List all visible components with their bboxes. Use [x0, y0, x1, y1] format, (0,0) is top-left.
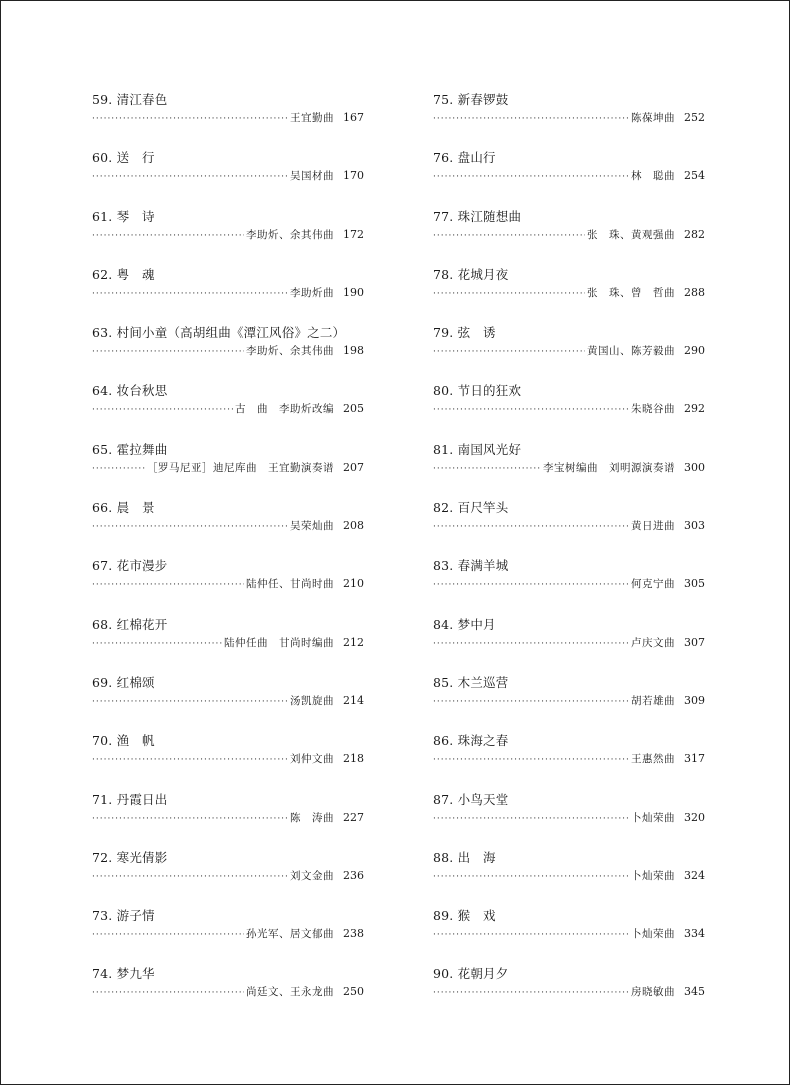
toc-entry-line [433, 984, 705, 1001]
toc-entry-line [92, 168, 364, 185]
dot-leader [433, 461, 541, 477]
toc-entry-composer: 黄国山、陈芳毅曲 [587, 345, 675, 358]
toc-entry-title: 90. 花朝月夕 [433, 966, 509, 982]
toc-entry-page-number: 309 [684, 693, 705, 707]
toc-entry-line [433, 868, 705, 885]
toc-entry[interactable] [92, 850, 364, 908]
toc-entry-page-number: 207 [343, 460, 364, 474]
toc-entry-line [433, 810, 705, 827]
toc-entry[interactable] [433, 617, 705, 675]
toc-entry-page-number: 305 [684, 577, 705, 591]
toc-entry-line [92, 401, 364, 418]
toc-entry-page-number: 250 [343, 985, 364, 999]
dot-leader [433, 111, 629, 127]
toc-entry-title: 74. 梦九华 [92, 966, 155, 982]
toc-entry[interactable] [433, 558, 705, 616]
toc-entry-title: 65. 霍拉舞曲 [92, 441, 168, 457]
toc-entry-page-number: 290 [684, 344, 705, 358]
toc-entry-page-number: 214 [343, 693, 364, 707]
dot-leader [433, 636, 629, 652]
toc-entry-composer: 卜灿荣曲 [631, 811, 675, 824]
toc-entry-title: 64. 妆台秋思 [92, 383, 168, 399]
toc-entry-composer: 陆仲任、甘尚时曲 [246, 578, 334, 591]
dot-leader [433, 577, 629, 593]
toc-entry[interactable] [92, 383, 364, 441]
toc-entry[interactable] [92, 500, 364, 558]
toc-entry-page-number: 170 [343, 169, 364, 183]
toc-entry-page-number: 307 [684, 635, 705, 649]
toc-entry[interactable] [92, 267, 364, 325]
toc-entry[interactable] [433, 966, 705, 1024]
dot-leader [433, 519, 629, 535]
toc-entry-page-number: 317 [684, 752, 705, 766]
dot-leader [433, 228, 585, 244]
toc-entry-title: 67. 花市漫步 [92, 558, 168, 574]
toc-entry-line [433, 168, 705, 185]
dot-leader [92, 752, 288, 768]
toc-entry-title: 69. 红棉颂 [92, 674, 155, 690]
toc-entry-line [433, 285, 705, 302]
toc-entry-composer: 胡若雄曲 [631, 694, 675, 707]
toc-entry[interactable] [92, 617, 364, 675]
dot-leader [92, 694, 288, 710]
toc-entry-composer: 吴荣灿曲 [290, 520, 334, 533]
toc-entry-line [433, 926, 705, 943]
toc-entry-title: 87. 小鸟天堂 [433, 791, 509, 807]
toc-entry-page-number: 208 [343, 519, 364, 533]
toc-entry-composer: 刘文金曲 [290, 869, 334, 882]
toc-entry-title: 85. 木兰巡营 [433, 674, 509, 690]
toc-entry-page-number: 320 [684, 810, 705, 824]
toc-entry-line [92, 576, 364, 593]
toc-left-column [92, 92, 364, 1025]
toc-entry-composer: 孙光军、居文郁曲 [246, 928, 334, 941]
toc-entry-composer: 张 珠、黄观强曲 [587, 228, 675, 241]
toc-entry[interactable] [433, 150, 705, 208]
toc-entry-title: 79. 弦 诱 [433, 325, 496, 341]
toc-entry-title: 61. 琴 诗 [92, 208, 155, 224]
toc-right-column [433, 92, 705, 1025]
toc-entry-title: 88. 出 海 [433, 849, 496, 865]
toc-entry-composer: 卜灿荣曲 [631, 928, 675, 941]
toc-entry-title: 73. 游子情 [92, 908, 155, 924]
toc-entry-line [92, 810, 364, 827]
toc-entry-title: 83. 春满羊城 [433, 558, 509, 574]
toc-entry-page-number: 212 [343, 635, 364, 649]
dot-leader [92, 811, 288, 827]
dot-leader [433, 927, 629, 943]
toc-entry-line [433, 693, 705, 710]
toc-entry-title: 70. 渔 帆 [92, 733, 155, 749]
toc-entry-title: 71. 丹霞日出 [92, 791, 168, 807]
toc-entry-page-number: 218 [343, 752, 364, 766]
toc-entry-title: 59. 清江春色 [92, 92, 168, 107]
dot-leader [433, 985, 629, 1001]
toc-entry-line [433, 110, 705, 127]
dot-leader [92, 169, 288, 185]
toc-entry-page-number: 172 [343, 227, 364, 241]
toc-entry-page-number: 198 [343, 344, 364, 358]
toc-entry-line [92, 868, 364, 885]
dot-leader [92, 344, 244, 360]
toc-entry-title: 76. 盘山行 [433, 150, 496, 166]
toc-entry-line [92, 518, 364, 535]
toc-entry-composer: 李助炘、余其伟曲 [246, 228, 334, 241]
toc-entry-composer: 王惠然曲 [631, 753, 675, 766]
toc-entry[interactable] [92, 792, 364, 850]
toc-entry-page-number: 210 [343, 577, 364, 591]
dot-leader [92, 461, 145, 477]
dot-leader [92, 228, 244, 244]
toc-entry-line [92, 926, 364, 943]
toc-entry[interactable] [433, 267, 705, 325]
toc-entry[interactable] [433, 792, 705, 850]
toc-entry[interactable] [92, 675, 364, 733]
toc-entry-page-number: 292 [684, 402, 705, 416]
dot-leader [433, 169, 629, 185]
toc-entry-title: 63. 村间小童（高胡组曲《潭江风俗》之二） [92, 325, 346, 341]
toc-entry-line [92, 635, 364, 652]
toc-entry-title: 66. 晨 景 [92, 500, 155, 516]
dot-leader [92, 286, 288, 302]
toc-entry-line [92, 460, 364, 477]
toc-entry-title: 81. 南国风光好 [433, 441, 522, 457]
toc-entry-title: 75. 新春锣鼓 [433, 92, 509, 107]
toc-entry-line [92, 227, 364, 244]
toc-entry[interactable] [92, 92, 364, 150]
toc-entry[interactable] [433, 850, 705, 908]
toc-entry[interactable] [92, 325, 364, 383]
dot-leader [433, 869, 629, 885]
toc-entry-line [433, 227, 705, 244]
toc-entry-line [92, 343, 364, 360]
toc-entry-title: 89. 猴 戏 [433, 908, 496, 924]
toc-entry-line [433, 751, 705, 768]
toc-entry-title: 72. 寒光倩影 [92, 849, 168, 865]
toc-entry-line [92, 984, 364, 1001]
toc-entry-line [433, 460, 705, 477]
toc-entry-composer: 李助炘曲 [290, 286, 334, 299]
toc-entry[interactable] [92, 558, 364, 616]
toc-entry-title: 68. 红棉花开 [92, 616, 168, 632]
toc-entry-composer: 李助炘、余其伟曲 [246, 345, 334, 358]
toc-entry-line [92, 110, 364, 127]
toc-entry-page-number: 324 [684, 868, 705, 882]
toc-entry-line [433, 635, 705, 652]
toc-entry-composer: 陆仲任曲 甘尚时编曲 [224, 636, 334, 649]
toc-entry-composer: 吴国材曲 [290, 170, 334, 183]
dot-leader [92, 519, 288, 535]
toc-entry-line [433, 576, 705, 593]
toc-entry-page-number: 254 [684, 169, 705, 183]
toc-entry[interactable] [92, 442, 364, 500]
toc-entry[interactable] [433, 908, 705, 966]
toc-entry-composer: 黄日进曲 [631, 520, 675, 533]
toc-entry-page-number: 300 [684, 460, 705, 474]
toc-entry-composer: 林 聪曲 [631, 170, 675, 183]
toc-entry-title: 77. 珠江随想曲 [433, 208, 522, 224]
dot-leader [92, 111, 288, 127]
toc-entry-page-number: 282 [684, 227, 705, 241]
toc-entry-title: 84. 梦中月 [433, 616, 496, 632]
toc-entry-page-number: 236 [343, 868, 364, 882]
toc-entry-title: 86. 珠海之春 [433, 733, 509, 749]
dot-leader [433, 344, 585, 360]
toc-entry-line [92, 693, 364, 710]
toc-entry[interactable] [92, 908, 364, 966]
dot-leader [92, 636, 222, 652]
dot-leader [92, 577, 244, 593]
toc-entry[interactable] [433, 442, 705, 500]
toc-entry[interactable] [92, 150, 364, 208]
toc-entry-composer: 陈葆坤曲 [631, 112, 675, 124]
toc-entry-line [433, 518, 705, 535]
toc-entry[interactable] [92, 966, 364, 1024]
toc-entry[interactable] [433, 383, 705, 441]
toc-entry-title: 78. 花城月夜 [433, 266, 509, 282]
dot-leader [433, 811, 629, 827]
toc-entry-page-number: 345 [684, 985, 705, 999]
toc-entry-composer: 尚廷文、王永龙曲 [246, 986, 334, 999]
toc-entry-composer: 刘仲文曲 [290, 753, 334, 766]
toc-entry-page-number: 303 [684, 519, 705, 533]
toc-entry-title: 60. 送 行 [92, 150, 155, 166]
toc-entry[interactable] [433, 500, 705, 558]
toc-entry-composer: 陈 涛曲 [290, 811, 334, 824]
toc-entry-composer: 房晓敏曲 [631, 986, 675, 999]
toc-entry-composer: 古 曲 李助炘改编 [235, 403, 334, 416]
toc-entry[interactable] [433, 733, 705, 791]
toc-entry-line [433, 401, 705, 418]
toc-entry-composer: 何克宁曲 [631, 578, 675, 591]
dot-leader [433, 286, 585, 302]
toc-entry-composer: 李宝树编曲 刘明源演奏谱 [543, 461, 675, 474]
toc-entry-page-number: 227 [343, 810, 364, 824]
toc-entry-title: 80. 节日的狂欢 [433, 383, 522, 399]
toc-entry-page-number: 288 [684, 285, 705, 299]
toc-entry-composer: 卜灿荣曲 [631, 869, 675, 882]
dot-leader [92, 985, 244, 1001]
dot-leader [433, 752, 629, 768]
toc-entry[interactable] [433, 675, 705, 733]
toc-entry-page-number: 238 [343, 927, 364, 941]
toc-entry-composer: 汤凯旋曲 [290, 694, 334, 707]
dot-leader [92, 869, 288, 885]
dot-leader [92, 927, 244, 943]
toc-entry-line [92, 285, 364, 302]
toc-entry-composer: 卢庆文曲 [631, 636, 675, 649]
toc-entry-line [92, 751, 364, 768]
toc-entry-page-number: 252 [684, 111, 705, 124]
toc-entry-page-number: 167 [343, 111, 364, 124]
toc-entry-page-number: 190 [343, 285, 364, 299]
toc-entry[interactable] [433, 92, 705, 150]
dot-leader [92, 402, 233, 418]
toc-entry-page-number: 205 [343, 402, 364, 416]
dot-leader [433, 694, 629, 710]
toc-entry-composer: 张 珠、曾 哲曲 [587, 286, 675, 299]
toc-entry[interactable] [92, 209, 364, 267]
toc-entry-composer: ［罗马尼亚］迪尼库曲 王宜勤演奏谱 [147, 461, 334, 474]
toc-entry-title: 82. 百尺竿头 [433, 500, 509, 516]
dot-leader [433, 402, 629, 418]
toc-entry-line [433, 343, 705, 360]
toc-entry-composer: 王宜勤曲 [290, 112, 334, 124]
toc-entry-title: 62. 粤 魂 [92, 266, 155, 282]
toc-entry[interactable] [433, 325, 705, 383]
toc-entry[interactable] [433, 209, 705, 267]
toc-entry-composer: 朱晓谷曲 [631, 403, 675, 416]
toc-entry-page-number: 334 [684, 927, 705, 941]
toc-entry[interactable] [92, 733, 364, 791]
